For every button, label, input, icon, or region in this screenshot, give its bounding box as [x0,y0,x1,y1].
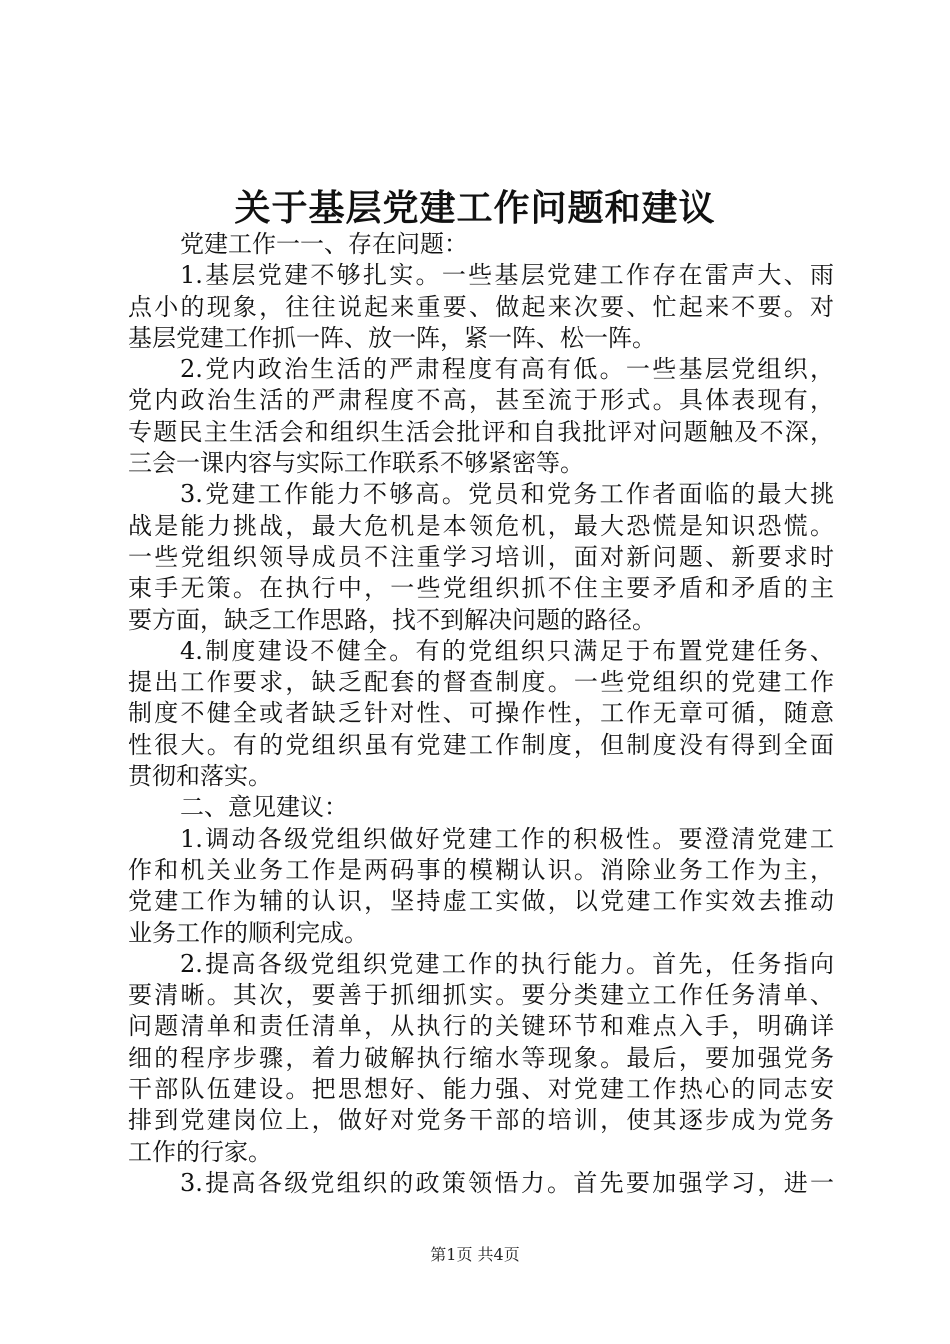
text-line: 要方面，缺乏工作思路，找不到解决问题的路径。 [128,605,656,634]
text-line: 点小的现象，往往说起来重要、做起来次要、忙起来不要。对 [128,292,834,321]
text-line: 4.制度建设不健全。有的党组织只满足于布置党建任务、 [180,636,834,665]
document-title: 关于基层党建工作问题和建议 [234,187,716,229]
text-line: 提出工作要求，缺乏配套的督查制度。一些党组织的党建工作 [128,668,834,697]
text-line: 制度不健全或者缺乏针对性、可操作性，工作无章可循，随意 [128,699,834,728]
text-line: 性很大。有的党组织虽有党建工作制度，但制度没有得到全面 [128,730,834,759]
text-line: 要清晰。其次，要善于抓细抓实。要分类建立工作任务清单、 [128,981,834,1010]
text-line: 细的程序步骤，着力破解执行缩水等现象。最后，要加强党务 [128,1043,834,1072]
text-line: 专题民主生活会和组织生活会批评和自我批评对问题触及不深， [128,417,834,446]
text-line: 党建工作为辅的认识，坚持虚工实做，以党建工作实效去推动 [128,887,834,916]
text-line: 2.党内政治生活的严肃程度有高有低。一些基层党组织， [180,355,834,384]
page-footer: 第1页 共4页 [430,1245,520,1264]
text-line: 工作的行家。 [128,1137,272,1166]
text-line: 一些党组织领导成员不注重学习培训，面对新问题、新要求时 [128,542,834,571]
document-body [128,229,834,1199]
text-line: 党内政治生活的严肃程度不高，甚至流于形式。具体表现有， [128,386,834,415]
text-line: 党建工作一一、存在问题： [180,230,468,258]
text-line: 战是能力挑战，最大危机是本领危机，最大恐慌是知识恐慌。 [128,511,834,540]
text-line: 基层党建工作抓一阵、放一阵，紧一阵、松一阵。 [128,323,656,352]
text-line: 束手无策。在执行中，一些党组织抓不住主要矛盾和矛盾的主 [128,574,834,603]
text-line: 排到党建岗位上，做好对党务干部的培训，使其逐步成为党务 [128,1106,834,1135]
text-line: 3.提高各级党组织的政策领悟力。首先要加强学习，进一 [180,1168,834,1197]
text-line: 2.提高各级党组织党建工作的执行能力。首先，任务指向 [180,949,834,978]
text-line: 1.基层党建不够扎实。一些基层党建工作存在雷声大、雨 [180,261,834,290]
text-line: 作和机关业务工作是两码事的模糊认识。消除业务工作为主， [128,855,834,884]
text-line: 二、意见建议： [180,793,348,822]
text-line: 业务工作的顺利完成。 [128,918,368,947]
text-line: 3.党建工作能力不够高。党员和党务工作者面临的最大挑 [180,480,834,509]
text-line: 问题清单和责任清单，从执行的关键环节和难点入手，明确详 [128,1012,834,1041]
text-line: 1.调动各级党组织做好党建工作的积极性。要澄清党建工 [180,824,834,853]
text-line: 三会一课内容与实际工作联系不够紧密等。 [128,449,584,478]
text-line: 贯彻和落实。 [128,762,272,791]
text-line: 干部队伍建设。把思想好、能力强、对党建工作热心的同志安 [128,1075,834,1104]
